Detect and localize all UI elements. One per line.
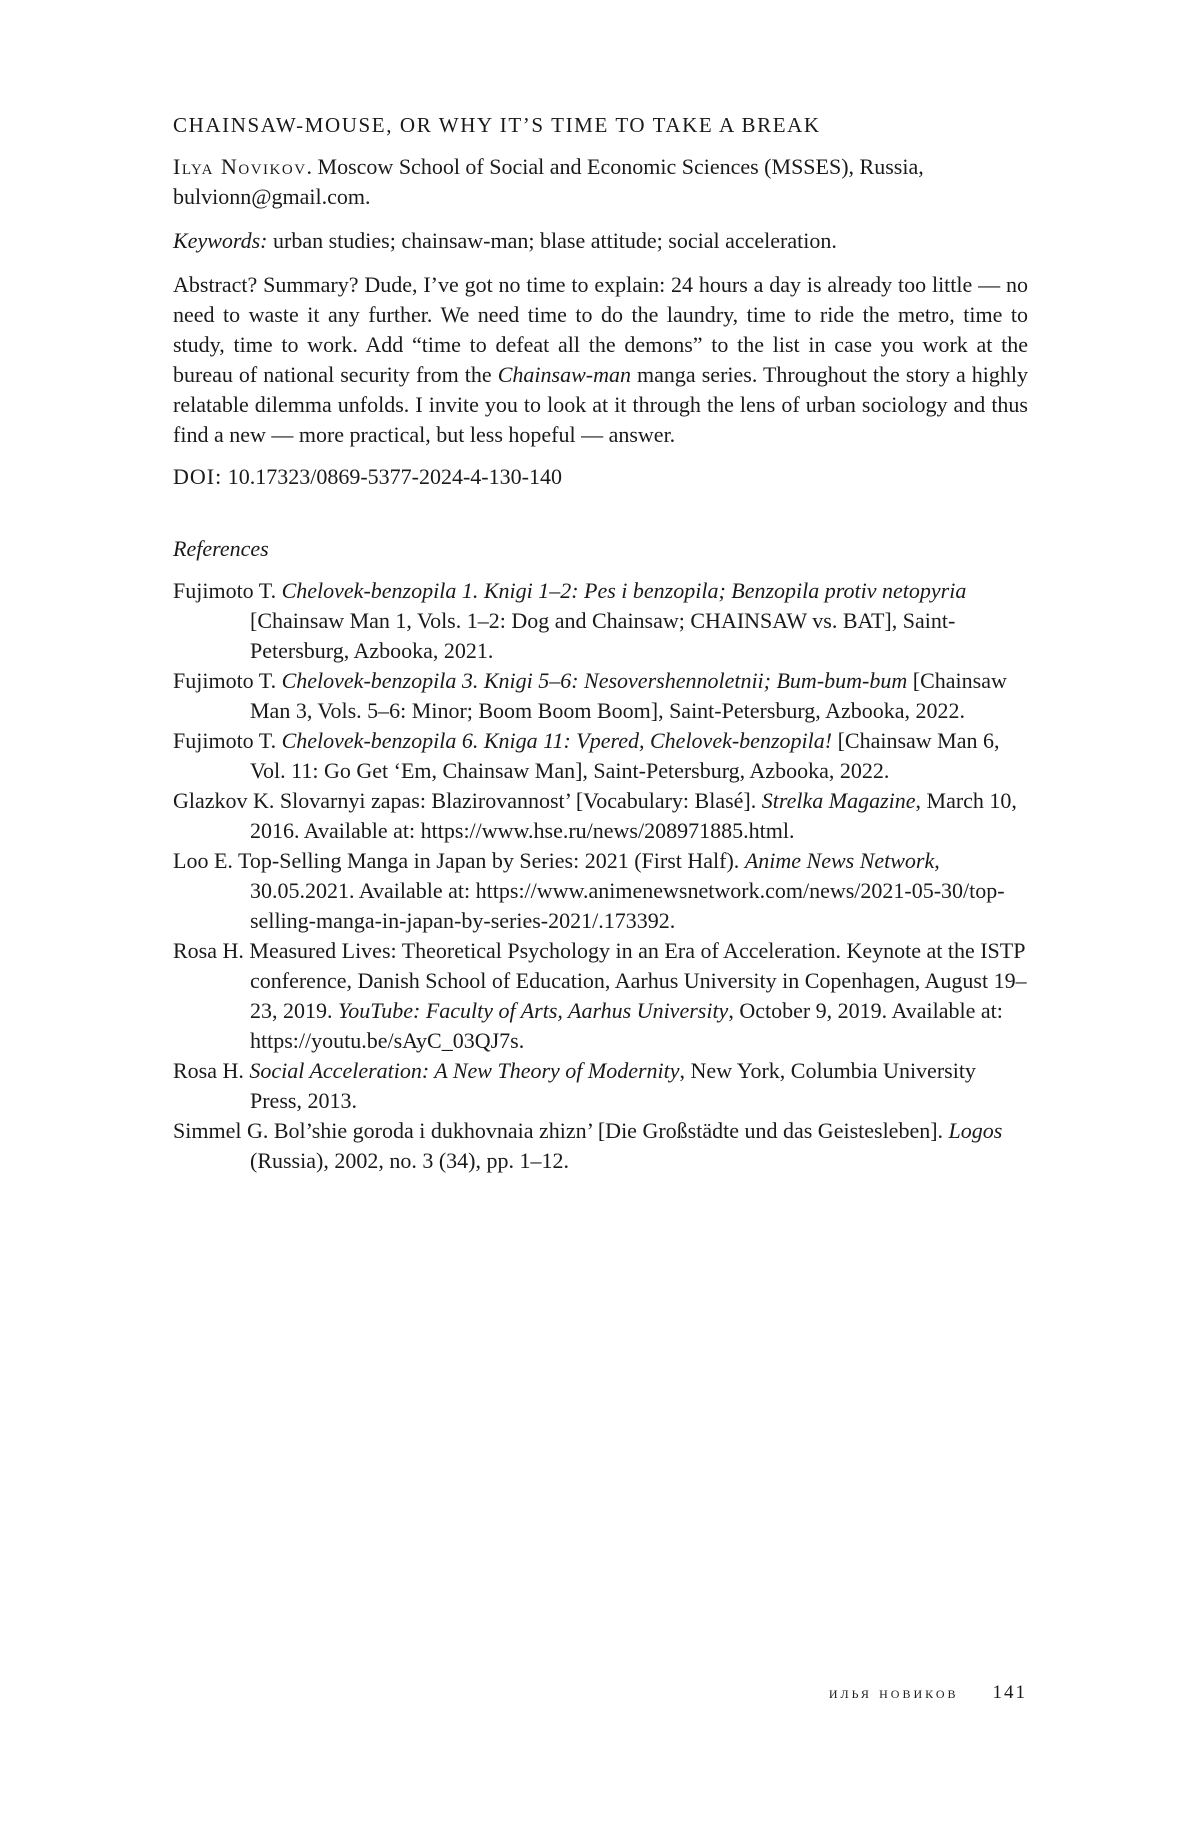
- keywords: [173, 226, 1028, 256]
- reference-details: [Chainsaw Man 3, Vols. 5–6: Minor; Boom Boom Boom], Saint-Petersburg, Azbooka, 2022.: [250, 668, 1007, 723]
- doi: [173, 462, 1028, 492]
- abstract-part2: manga series. Throughout the story a highly relatable dilemma unfolds. I invite you to look at it through the lens of urban sociology and thus find a new — more practical, but less hopeful — answer.: [173, 362, 1028, 447]
- reference-title: Chelovek-benzopila 1. Knigi 1–2: Pes i benzopila; Benzopila protiv netopyria: [281, 578, 967, 603]
- reference-details: , 30.05.2021. Available at: https://www.animenewsnetwork.com/news/2021-05-30/top-selling-manga-in-japan-by-series-2021/.173392.: [250, 848, 1005, 933]
- reference-item: [173, 846, 1028, 936]
- reference-text: Rosa H.: [173, 1058, 250, 1083]
- reference-text: Loo E. Top-Selling Manga in Japan by Series: 2021 (First Half).: [173, 848, 745, 873]
- abstract-part1: Abstract? Summary? Dude, I’ve got no time to explain: 24 hours a day is already too little — no need to waste it any further. We need time to do the laundry, time to ride the metro, time to study, time to work. Add “time to defeat all the demons” to the list in case you work at the bureau of national security from the: [173, 272, 1028, 387]
- reference-item: [173, 666, 1028, 726]
- author-line: [173, 152, 1028, 212]
- author-affiliation: . Moscow School of Social and Economic Sciences (MSSES), Russia, bulvionn@gmail.com.: [173, 154, 924, 209]
- references-list: [173, 576, 1028, 1176]
- reference-title: Strelka Magazine: [761, 788, 916, 813]
- reference-item: [173, 726, 1028, 786]
- reference-item: [173, 1056, 1028, 1116]
- reference-text: Fujimoto T.: [173, 728, 282, 753]
- reference-details: , March 10, 2016. Available at: https://www.hse.ru/news/208971885.html.: [250, 788, 1017, 843]
- abstract-italic: Chainsaw-man: [497, 362, 631, 387]
- keywords-label: Keywords:: [173, 228, 268, 253]
- reference-title: Social Acceleration: A New Theory of Modernity: [249, 1058, 680, 1083]
- reference-title: Anime News Network: [744, 848, 935, 873]
- reference-details: , October 9, 2019. Available at: https://youtu.be/sAyC_03QJ7s.: [250, 998, 1003, 1053]
- running-head: илья новиков: [828, 1683, 959, 1702]
- reference-item: [173, 936, 1028, 1056]
- page-number: 141: [992, 1682, 1027, 1703]
- author-name: Ilya Novikov: [173, 154, 307, 179]
- reference-text: Glazkov K. Slovarnyi zapas: Blazirovannost’ [Vocabulary: Blasé].: [173, 788, 762, 813]
- reference-text: Fujimoto T.: [173, 578, 282, 603]
- reference-item: [173, 786, 1028, 846]
- reference-title: Chelovek-benzopila 6. Kniga 11: Vpered, Chelovek-benzopila!: [281, 728, 833, 753]
- doi-value: 10.17323/0869-5377-2024-4-130-140: [222, 464, 562, 489]
- reference-text: Simmel G. Bol’shie goroda i dukhovnaia zhizn’ [Die Großstädte und das Geistesleben].: [173, 1118, 949, 1143]
- article-title: CHAINSAW-MOUSE, OR WHY IT’S TIME TO TAKE A BREAK: [173, 113, 821, 137]
- reference-details: [Chainsaw Man 6, Vol. 11: Go Get ‘Em, Chainsaw Man], Saint-Petersburg, Azbooka, 2022.: [250, 728, 1000, 783]
- reference-item: [173, 576, 1028, 666]
- reference-title: Logos: [948, 1118, 1003, 1143]
- page-footer: [829, 1682, 1027, 1704]
- doi-label: DOI:: [173, 464, 223, 489]
- reference-text: Fujimoto T.: [173, 668, 282, 693]
- reference-details: [Chainsaw Man 1, Vols. 1–2: Dog and Chainsaw; CHAINSAW vs. BAT], Saint-Petersburg, Azbooka, 2021.: [250, 608, 956, 663]
- reference-details: , New York, Columbia University Press, 2013.: [250, 1058, 976, 1113]
- article-page: [173, 110, 1028, 1176]
- keywords-text: urban studies; chainsaw-man; blase attitude; social acceleration.: [267, 228, 837, 253]
- abstract: [173, 270, 1028, 450]
- reference-title: Chelovek-benzopila 3. Knigi 5–6: Nesovershennoletnii; Bum-bum-bum: [281, 668, 908, 693]
- reference-text: Rosa H. Measured Lives: Theoretical Psychology in an Era of Acceleration. Keynote at the ISTP conference, Danish School of Education, Aarhus University in Copenhagen, August 19–23, 2019.: [173, 938, 1027, 1023]
- references-heading: References: [173, 536, 269, 561]
- reference-title: YouTube: Faculty of Arts, Aarhus University: [338, 998, 729, 1023]
- reference-item: [173, 1116, 1028, 1176]
- reference-details: (Russia), 2002, no. 3 (34), pp. 1–12.: [250, 1148, 569, 1173]
